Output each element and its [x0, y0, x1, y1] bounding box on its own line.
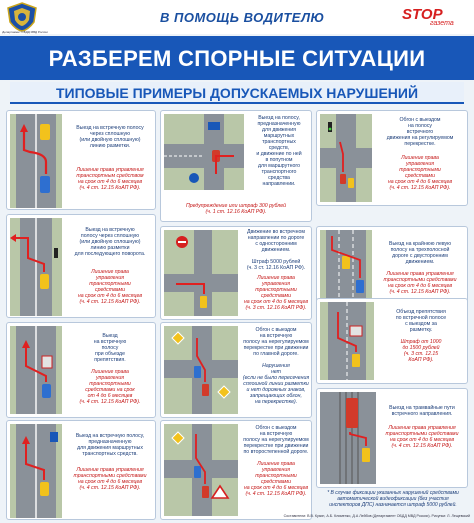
car-icon — [340, 174, 346, 184]
car-icon — [194, 366, 201, 378]
car-icon — [352, 354, 360, 367]
brand-sub: газета — [430, 20, 454, 27]
card-1-penalty: Лишение права управления транспортным средством на срок от 4 до 6 месяцев (ч. 4 ст. 12.15 КоАП РФ). — [76, 167, 144, 191]
obstacle-icon — [350, 326, 362, 336]
car-icon — [342, 256, 350, 269]
card-6-desc: Выезд на крайнюю левую полосу на трехполосной дороге с двусторонним движением. — [389, 241, 451, 265]
car-icon — [40, 274, 49, 289]
sub-banner — [10, 82, 464, 104]
card-4-penalty: Лишение права управления транспортными средствами на срок от 4 до 6 месяцев (ч. 4 ст. 12.15 КоАП РФ). — [77, 269, 143, 305]
bus-lane-sign-icon — [208, 122, 220, 130]
card-10-illustration — [10, 424, 62, 518]
car-icon — [40, 176, 50, 193]
card-2-illustration — [164, 114, 244, 190]
car-icon — [40, 482, 49, 496]
card-7-illustration — [10, 326, 62, 414]
card-10 — [6, 420, 156, 520]
card-5-penalty: Лишение права управления транспортными средствами на срок от 4 до 6 месяцев (ч. 3 ст. 12.16 КоАП РФ). — [243, 275, 309, 311]
card-11-desc: Обгон с выездом на встречную полосу на нерегулируемом перекрестке при движении по второстепенной дороге. — [243, 425, 309, 455]
card-2-penalty: Предупреждение или штраф 300 рублей (ч. 1 ст. 12.16 КоАП РФ). — [185, 203, 287, 215]
card-7-desc: Выезд на встречную полосу при объезде препятствия. — [93, 333, 127, 363]
card-9-illustration — [320, 302, 374, 380]
card-8-note: Нарушения нет (если не было пересечения сплошной линии разметки и нет дорожных знаков, запрещающих обгон, на перекрестке). — [242, 363, 310, 405]
card-7-penalty: Лишение права управления транспортными средствами на срок от 4 до 6 месяцев (ч. 4 ст. 12.15 КоАП РФ). — [79, 369, 141, 405]
car-icon — [202, 384, 209, 396]
card-10-desc: Выезд на встречную полосу, предназначенную для движения маршрутных транспортных средств. — [75, 433, 145, 457]
card-2-desc: Выезд на полосу, предназначенную для движения маршрутных транспортных средств, и движение по ней в попутном для маршрутного транспортного средства направлении. — [256, 115, 302, 187]
card-4-illustration — [10, 218, 62, 316]
emblem-caption: Департамент ОБДД МВД России — [2, 30, 48, 34]
top-bar — [0, 0, 474, 34]
card-11-penalty: Лишение права управления транспортными средствами на срок от 4 до 6 месяцев (ч. 4 ст. 12.15 КоАП РФ). — [243, 461, 309, 497]
card-9-desc: Объезд препятствия по встречной полосе с выездом за разметку. — [395, 309, 447, 333]
car-icon — [348, 178, 354, 188]
card-4-desc: Выезд на встречную полосу через сплошную (или двойную сплошную) линию разметки для последующего поворота. — [74, 227, 146, 257]
car-icon — [356, 280, 364, 293]
card-12-desc: Выезд на трамвайные пути встречного направления. — [389, 405, 455, 417]
card-8-illustration — [164, 326, 238, 414]
card-8 — [160, 322, 312, 418]
card-11-illustration — [164, 424, 238, 516]
card-3-penalty: Лишение права управления транспортными средствами на срок от 4 до 6 месяцев (ч. 4 ст. 12.15 КоАП РФ). — [387, 155, 453, 191]
card-7 — [6, 322, 156, 418]
card-2 — [160, 110, 312, 222]
main-banner — [0, 36, 474, 80]
card-1-desc: Выезд на встречную полосу через сплошную (или двойную сплошную) линию разметки. — [76, 125, 144, 149]
car-icon — [42, 384, 51, 398]
card-5-desc: Движение во встречном направлении по дороге с односторонним движением. — [247, 229, 305, 253]
police-emblem-icon — [6, 2, 38, 32]
brand-word: STOP — [402, 6, 443, 23]
card-9 — [316, 298, 468, 384]
card-1-illustration — [10, 114, 62, 208]
card-5-fine: Штраф 5000 рублей (ч. 3 ст. 12.16 КоАП РФ). — [246, 259, 306, 271]
card-4 — [6, 214, 156, 318]
banner-title: РАЗБЕРЕМ СПОРНЫЕ СИТУАЦИИ — [48, 46, 426, 71]
car-icon — [40, 124, 50, 140]
card-3 — [316, 110, 468, 206]
card-1 — [6, 110, 156, 210]
card-12 — [316, 388, 468, 488]
car-icon — [202, 486, 209, 498]
bus-lane-sign-icon — [50, 432, 58, 442]
footer-note: * В случае фиксации указанных нарушений средствами автоматической видеофиксации (без участия инспекторов ДПС) назначается штраф 5000 рублей. — [327, 490, 459, 508]
traffic-light-icon — [54, 248, 58, 258]
card-5-illustration — [164, 230, 238, 316]
card-3-desc: Обгон с выездом на полосу встречного движения на регулируемом перекрестке. — [386, 117, 454, 147]
card-12-penalty: Лишение права управления транспортными средствами на срок от 4 до 6 месяцев (ч. 4 ст. 12.15 КоАП РФ). — [385, 425, 459, 449]
card-9-penalty: Штраф от 1000 до 1500 рублей (ч. 3 ст. 12.15 КоАП РФ). — [400, 339, 442, 363]
card-12-illustration — [320, 392, 376, 484]
card-8-desc: Обгон с выездом на встречную полосу на нерегулируемом перекрестке при движении по главной дороге. — [243, 327, 309, 357]
car-icon — [194, 466, 201, 478]
card-11 — [160, 420, 312, 520]
credits: Составители: В.В. Кузин, А.Б. Клименко, Д.А Лейбов (Департамент ОБДД МВД России). Рисунки: Л. Лещевский — [283, 514, 470, 518]
stop-gazeta-logo — [402, 6, 468, 30]
tram-icon — [346, 398, 358, 428]
card-6-penalty: Лишение права управления транспортными средствами на срок от 4 до 6 месяцев (ч. 4 ст. 12.15 КоАП РФ). — [383, 271, 457, 295]
card-3-illustration — [320, 114, 372, 202]
topbar-title: В ПОМОЩЬ ВОДИТЕЛЮ — [160, 10, 325, 25]
car-icon — [200, 296, 207, 308]
car-icon — [362, 448, 370, 462]
obstacle-icon — [42, 356, 52, 368]
turn-sign-icon — [189, 173, 199, 183]
card-5 — [160, 226, 312, 320]
banner-subtitle: ТИПОВЫЕ ПРИМЕРЫ ДОПУСКАЕМЫХ НАРУШЕНИЙ — [55, 85, 419, 101]
card-10-penalty: Лишение права управления транспортными средствами на срок от 4 до 6 месяцев (ч. 4 ст. 12.15 КоАП РФ). — [73, 467, 147, 491]
traffic-light-icon — [328, 122, 332, 132]
